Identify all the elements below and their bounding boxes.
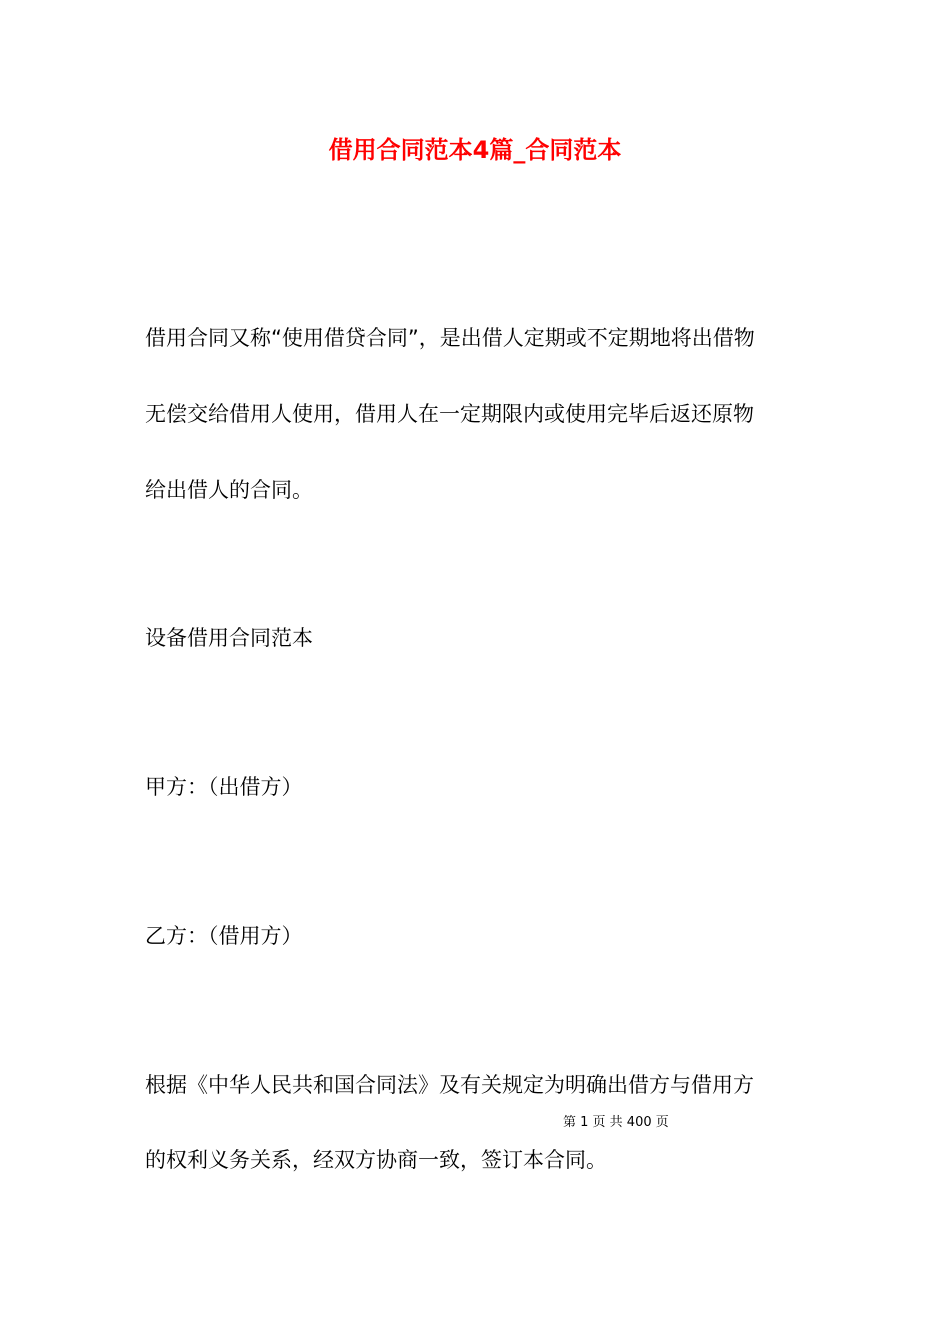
party-b-line: 乙方：（借用方） <box>145 924 303 948</box>
paragraph-line: 根据《中华人民共和国合同法》及有关规定为明确出借方与借用方 <box>145 1073 754 1097</box>
section-heading: 设备借用合同范本 <box>145 626 313 650</box>
paragraph-line: 无偿交给借用人使用，借用人在一定期限内或使用完毕后返还原物 <box>145 402 754 426</box>
paragraph-line: 的权利义务关系，经双方协商一致，签订本合同。 <box>145 1148 607 1172</box>
party-a-line: 甲方：（出借方） <box>145 775 303 799</box>
paragraph-line: 借用合同又称“使用借贷合同”，是出借人定期或不定期地将出借物 <box>145 326 755 350</box>
page-number-footer: 第 1 页 共 400 页 <box>563 1115 669 1130</box>
document-title: 借用合同范本4篇_合同范本 <box>328 136 622 164</box>
paragraph-line: 给出借人的合同。 <box>145 478 313 502</box>
